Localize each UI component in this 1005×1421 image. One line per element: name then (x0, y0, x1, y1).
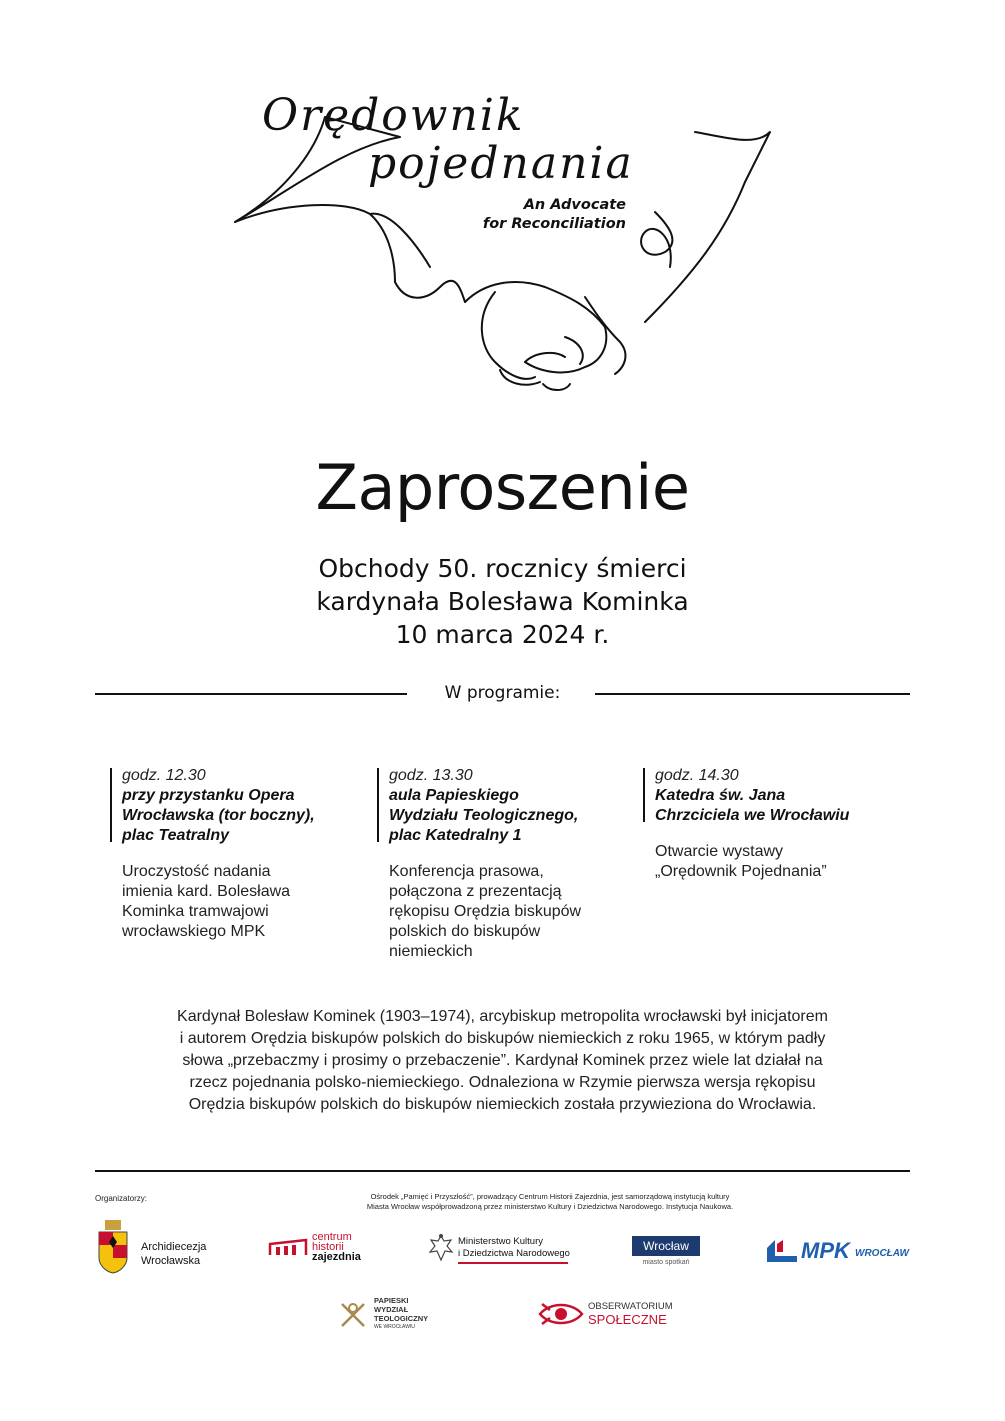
ministerstwo-underline (458, 1262, 568, 1264)
logo-line: zajezdnia (312, 1251, 361, 1263)
program-item-3 (643, 766, 888, 882)
description-line: Uroczystość nadania (122, 863, 271, 880)
place-line: Chrzciciela we Wrocławiu (655, 807, 850, 824)
program-description (122, 862, 355, 942)
page-title: Zaproszenie (315, 451, 690, 524)
program-description (655, 842, 888, 882)
program-description (389, 862, 622, 962)
subtitle-line2: kardynała Bolesława Kominka (316, 587, 689, 616)
program-label: W programie: (444, 683, 561, 703)
obserwatorium-spoleczne-logo (538, 1298, 678, 1334)
program-time: godz. 12.30 (122, 767, 206, 784)
place-line: Katedra św. Jana (655, 787, 786, 804)
logo-line: centrum (312, 1231, 352, 1243)
logo-script-line1: Orędownik (262, 90, 525, 141)
coat-of-arms-icon (95, 1218, 131, 1274)
program-place (389, 786, 622, 846)
organizers-label: Organizatorzy: (95, 1194, 148, 1203)
logo-line: WYDZIAŁ (374, 1305, 409, 1314)
mpk-city: WROCŁAW (855, 1248, 909, 1259)
ministerstwo-logo (428, 1232, 578, 1272)
papieski-name (374, 1296, 428, 1331)
place-line: przy przystanku Opera (122, 787, 295, 804)
archidiecezja-name (141, 1240, 206, 1268)
program-item-2 (377, 766, 622, 962)
place-line: plac Teatralny (122, 827, 230, 844)
crossed-keys-icon (338, 1300, 368, 1330)
logo-script-title (258, 92, 778, 188)
ministerstwo-name (458, 1236, 570, 1260)
logo-script-line2: pojednania (368, 138, 634, 189)
program-time: godz. 14.30 (655, 767, 739, 784)
place-line: aula Papieskiego (389, 787, 519, 804)
tram-depot-icon (268, 1238, 308, 1256)
note-line: Ośrodek „Pamięć i Przyszłość”, prowadzący Centrum Historii Zajezdnia, jest samorządową instytucją kultury (370, 1192, 730, 1201)
mpk-arrow-icon (765, 1238, 799, 1264)
logo-line: historii (312, 1241, 344, 1253)
program-place (655, 786, 888, 826)
description-line: rękopisu Orędzia biskupów (389, 903, 582, 920)
logo-line: PAPIESKI (374, 1296, 409, 1305)
archidiecezja-logo (95, 1218, 255, 1278)
logo-line: i Dziedzictwa Narodowego (458, 1248, 570, 1259)
event-subtitle (0, 552, 1005, 651)
place-line: Wydziału Teologicznego, (389, 807, 579, 824)
bio-line: i autorem Orędzia biskupów polskich do biskupów niemieckich z roku 1965, w którym padły (179, 1030, 826, 1047)
program-place (122, 786, 355, 846)
wroclaw-city-logo (632, 1236, 702, 1270)
bio-line: słowa „przebaczmy i prosimy o przebaczenie”. Kardynał Kominek przez wiele lat działał na (182, 1052, 823, 1069)
subtitle-date: 10 marca 2024 r. (395, 620, 610, 649)
logo-line: WE WROCŁAWIU (374, 1324, 415, 1330)
biography-paragraph (95, 1006, 910, 1116)
eye-icon (538, 1300, 584, 1328)
papieski-wydzial-logo (338, 1296, 448, 1336)
logo-subtitle-line2: for Reconciliation (482, 216, 626, 232)
description-line: polskich do biskupów (389, 923, 541, 940)
logo-line: Ministerstwo Kultury (458, 1236, 543, 1247)
description-line: Kominka tramwajowi (122, 903, 269, 920)
mpk-name: MPK (801, 1238, 850, 1263)
note-line: Miasta Wrocław współprowadzoną przez ministerstwo Kultury i Dziedzictwa Narodowego. Instytucja Naukowa. (366, 1202, 734, 1211)
description-line: imienia kard. Bolesława (122, 883, 291, 900)
logo-line: Wrocławska (141, 1255, 201, 1267)
place-line: Wrocławska (tor boczny), (122, 807, 315, 824)
place-line: plac Katedralny 1 (389, 827, 522, 844)
logo-subtitle (386, 196, 626, 234)
description-line: „Orędownik Pojednania” (655, 863, 827, 880)
centrum-historii-zajezdnia-logo (268, 1232, 378, 1272)
obserwatorium-name-top: OBSERWATORIUM (588, 1301, 673, 1312)
description-line: wrocławskiego MPK (122, 923, 266, 940)
bio-line: Orędzia biskupów polskich do biskupów niemieckich została przywieziona do Wrocławia. (188, 1096, 817, 1113)
description-line: niemieckich (389, 943, 473, 960)
subtitle-line1: Obchody 50. rocznicy śmierci (318, 554, 687, 583)
mpk-wroclaw-logo (765, 1236, 915, 1270)
obserwatorium-name-bottom: SPOŁECZNE (588, 1312, 667, 1327)
description-line: Konferencja prasowa, (389, 863, 544, 880)
program-time: godz. 13.30 (389, 767, 473, 784)
footer-divider (95, 1170, 910, 1172)
logo-subtitle-line1: An Advocate (523, 197, 626, 213)
centrum-name (312, 1232, 361, 1262)
logo-line: Archidiecezja (141, 1241, 207, 1253)
program-item-bar (377, 768, 379, 842)
bio-line: Kardynał Bolesław Kominek (1903–1974), arcybiskup metropolita wrocławski był inicjatorem (177, 1008, 828, 1025)
logo-line: TEOLOGICZNY (374, 1314, 429, 1323)
program-item-bar (643, 768, 645, 822)
program-item-1 (110, 766, 355, 942)
description-line: Otwarcie wystawy (655, 843, 784, 860)
organizers-note (300, 1192, 800, 1212)
wroclaw-tagline: miasto spotkań (642, 1259, 690, 1266)
wroclaw-badge: Wrocław (632, 1236, 700, 1256)
eagle-icon (428, 1232, 454, 1264)
bio-line: rzecz pojednania polsko-niemieckiego. Odnaleziona w Rzymie pierwsza wersja rękopisu (189, 1074, 816, 1091)
program-item-bar (110, 768, 112, 842)
description-line: połączona z prezentacją (389, 883, 562, 900)
